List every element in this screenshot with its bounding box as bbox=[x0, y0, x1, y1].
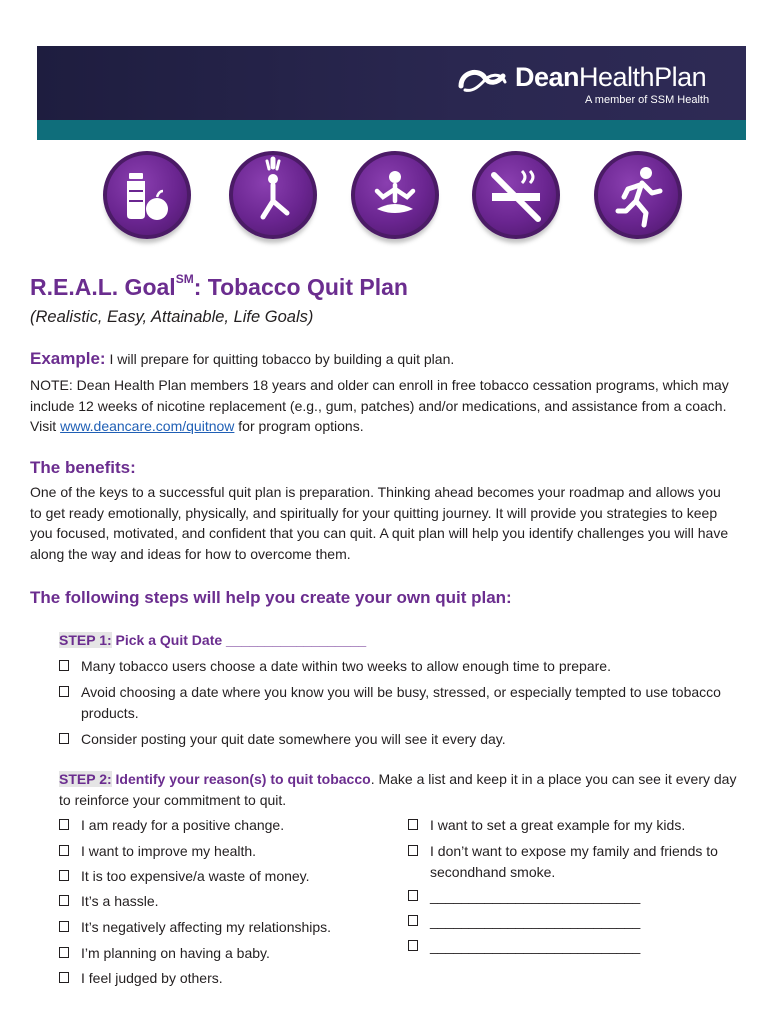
checkbox[interactable] bbox=[408, 890, 418, 901]
checkbox[interactable] bbox=[59, 845, 69, 856]
checkbox[interactable] bbox=[59, 921, 69, 932]
meditation-icon bbox=[351, 151, 439, 239]
page-subtitle: (Realistic, Easy, Attainable, Life Goals) bbox=[30, 308, 314, 326]
reason-item: I’m planning on having a baby. bbox=[59, 943, 379, 964]
reason-item: I am ready for a positive change. bbox=[59, 815, 379, 836]
benefits-heading: The benefits: bbox=[30, 458, 136, 477]
checkbox[interactable] bbox=[408, 845, 418, 856]
step1-item: Many tobacco users choose a date within two weeks to allow enough time to prepare. bbox=[59, 656, 739, 677]
dean-logo-icon bbox=[457, 66, 509, 94]
reason-item: It’s negatively affecting my relationships. bbox=[59, 917, 379, 938]
dean-health-plan-logo bbox=[457, 61, 727, 111]
checkbox[interactable] bbox=[59, 733, 69, 744]
nutrition-icon bbox=[103, 151, 191, 239]
step2-heading: STEP 2: Identify your reason(s) to quit tobacco. Make a list and keep it in a place you can see it every day to reinforce your commitment to quit. bbox=[59, 771, 737, 808]
example-label: Example: bbox=[30, 349, 106, 368]
running-icon bbox=[594, 151, 682, 239]
reason-blank bbox=[408, 936, 738, 957]
example-text: I will prepare for quitting tobacco by building a quit plan. bbox=[105, 351, 455, 367]
reason-blank-line[interactable]: ___________________________ bbox=[430, 938, 641, 954]
checkbox[interactable] bbox=[59, 870, 69, 881]
checkbox[interactable] bbox=[59, 686, 69, 697]
logo-wordmark: DeanHealthPlan bbox=[515, 62, 707, 92]
reason-blank-line[interactable]: ___________________________ bbox=[430, 913, 641, 929]
checkbox[interactable] bbox=[59, 660, 69, 671]
reason-item: I want to set a great example for my kids. bbox=[408, 815, 738, 836]
reason-item: I don’t want to expose my family and friends to secondhand smoke. bbox=[408, 841, 738, 882]
example-line bbox=[30, 349, 454, 369]
checkbox[interactable] bbox=[59, 972, 69, 983]
checkbox[interactable] bbox=[408, 940, 418, 951]
reason-blank bbox=[408, 911, 738, 932]
reason-item: It’s a hassle. bbox=[59, 891, 379, 912]
checkbox[interactable] bbox=[408, 819, 418, 830]
logo-tagline: A member of SSM Health bbox=[585, 94, 710, 106]
yoga-icon bbox=[229, 151, 317, 239]
quitnow-link[interactable]: www.deancare.com/quitnow bbox=[60, 418, 235, 434]
checkbox[interactable] bbox=[59, 895, 69, 906]
header-stripe bbox=[37, 120, 746, 140]
step1-item: Consider posting your quit date somewhere you will see it every day. bbox=[59, 729, 739, 750]
checkbox[interactable] bbox=[59, 819, 69, 830]
checkbox[interactable] bbox=[59, 947, 69, 958]
benefits-paragraph: One of the keys to a successful quit plan is preparation. Thinking ahead becomes your roadmap and allows you to get ready emotionally, physically, and spiritually for your quitting journey. It will provide you strategies to keep you focused, motivated, and confident that you can quit. A quit plan will help you identify challenges you will have along the way and ideas for how to overcome them. bbox=[30, 484, 729, 562]
reason-blank-line[interactable]: ___________________________ bbox=[430, 888, 641, 904]
reason-item: I want to improve my health. bbox=[59, 841, 379, 862]
steps-heading: The following steps will help you create your own quit plan: bbox=[30, 588, 512, 607]
checkbox[interactable] bbox=[408, 915, 418, 926]
reason-blank bbox=[408, 886, 738, 907]
reason-item: I feel judged by others. bbox=[59, 968, 379, 989]
wellness-icons-row bbox=[0, 149, 770, 259]
note-paragraph: NOTE: Dean Health Plan members 18 years and older can enroll in free tobacco cessation programs, which may include 12 weeks of nicotine replacement (e.g., gum, patches) and/or medications, and assistance from a coach. Visit www.deancare.com/quitnow for program options. bbox=[30, 377, 729, 434]
page-title: R.E.A.L. Goal℠: Tobacco Quit Plan bbox=[30, 272, 408, 300]
step1-item: Avoid choosing a date where you know you will be busy, stressed, or especially tempted to use tobacco products. bbox=[59, 682, 739, 723]
step1-heading: STEP 1: Pick a Quit Date __________________ bbox=[59, 632, 367, 648]
no-smoking-icon bbox=[472, 151, 560, 239]
reason-item: It is too expensive/a waste of money. bbox=[59, 866, 379, 887]
